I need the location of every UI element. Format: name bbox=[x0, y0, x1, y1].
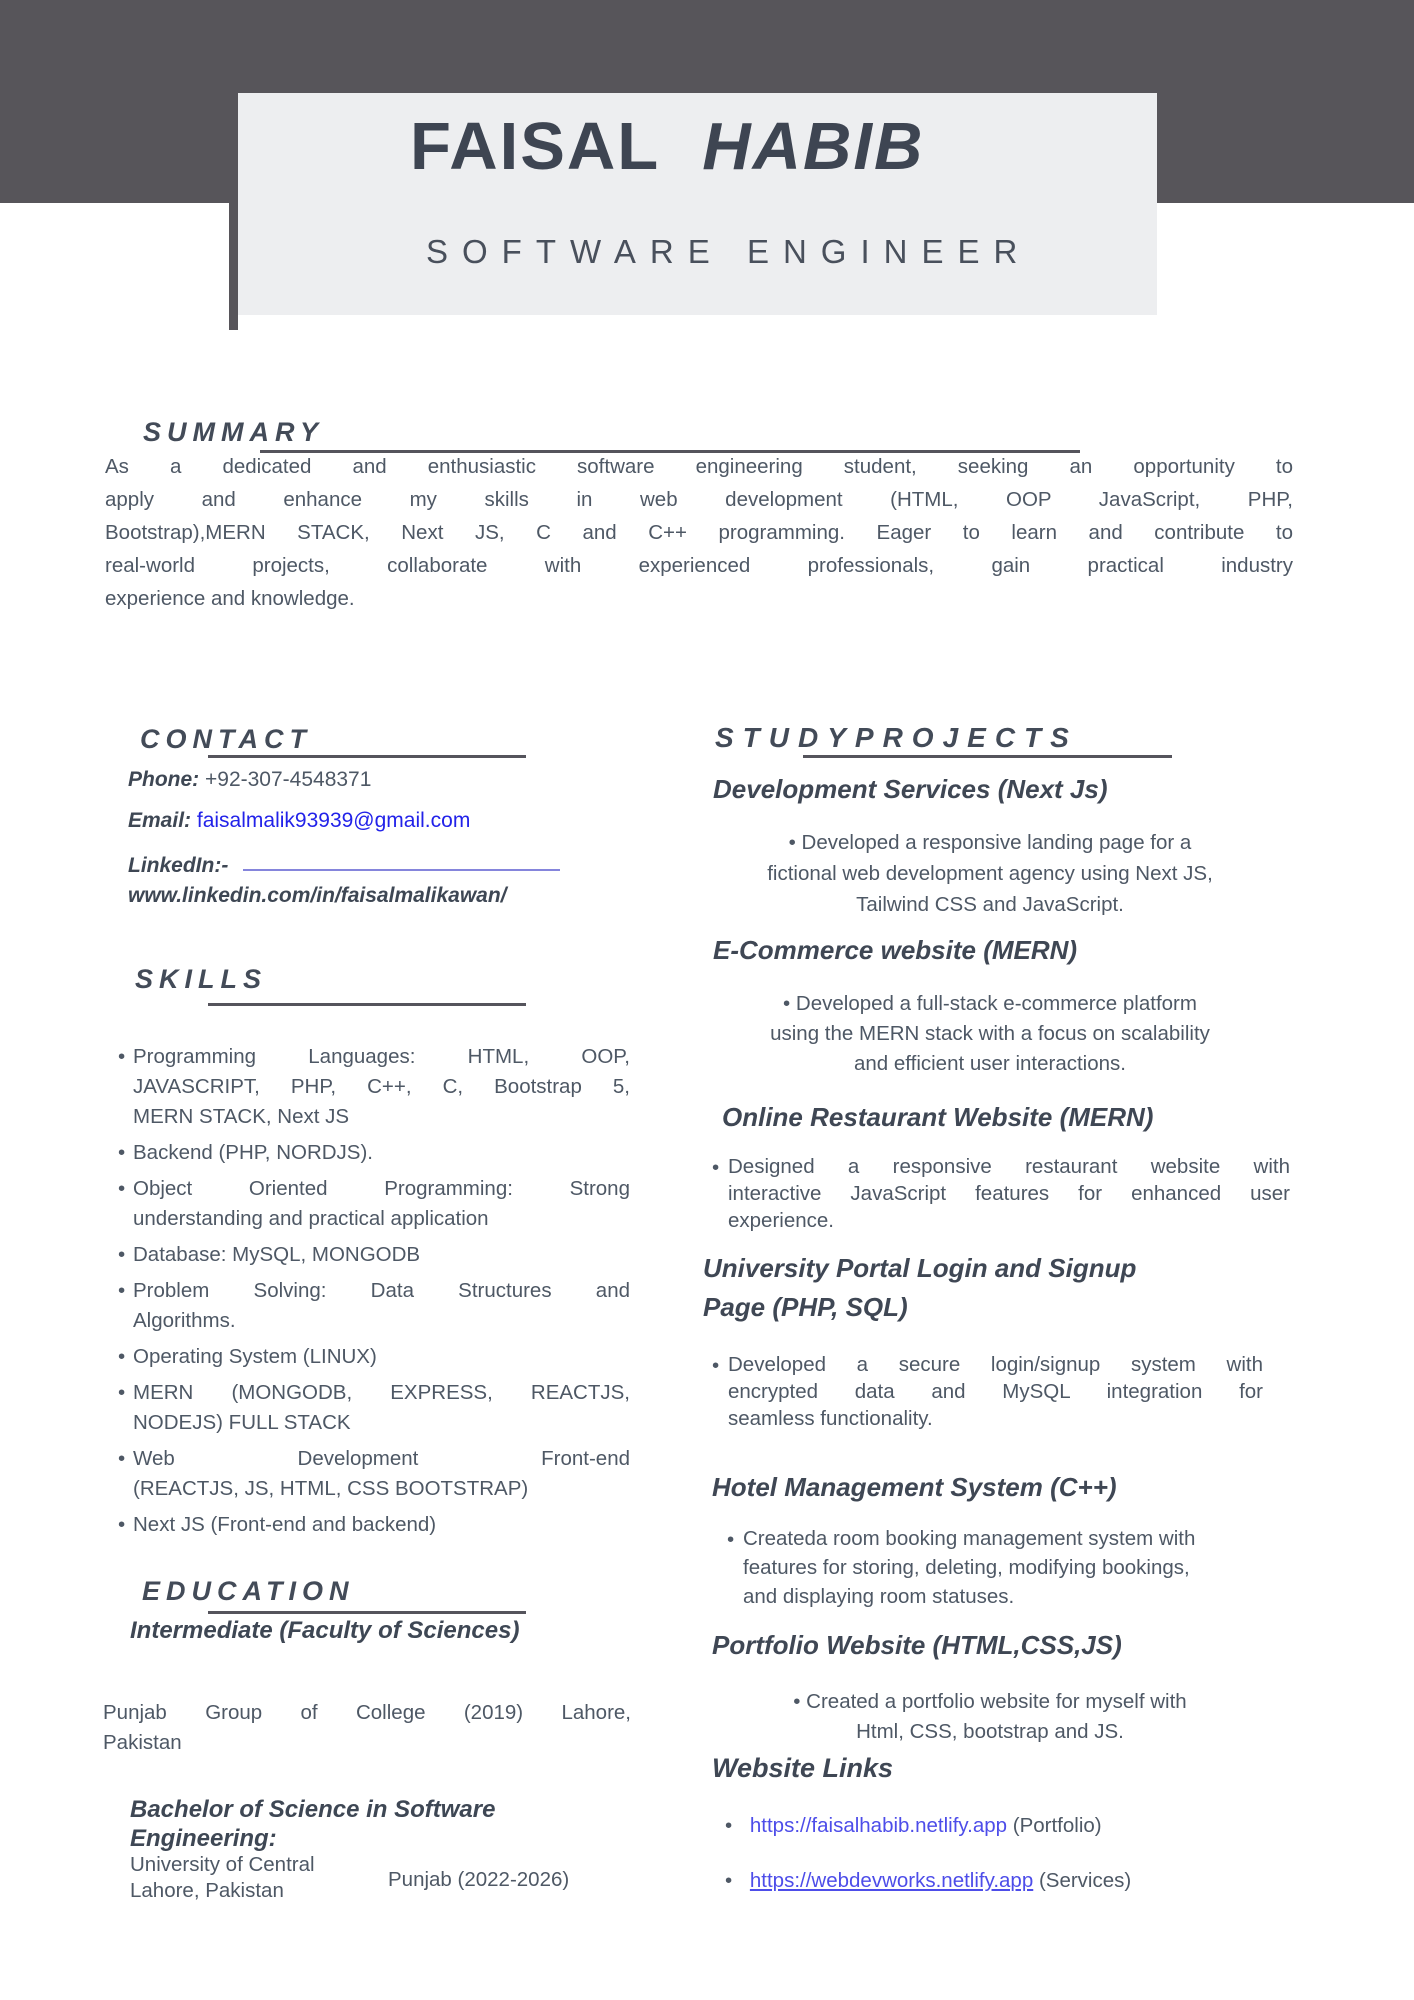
summary-line: As a dedicated and enthusiastic software engineering student, seeking an opportunity to bbox=[105, 455, 1293, 478]
skill-line: • Next JS (Front-end and backend) bbox=[133, 1513, 437, 1536]
header-card bbox=[238, 93, 1157, 315]
intermediate-title: Intermediate (Faculty of Sciences) bbox=[130, 1617, 520, 1644]
phone-value: +92-307-4548371 bbox=[205, 768, 372, 791]
project-line: experience. bbox=[728, 1209, 834, 1232]
skill-line: • Problem Solving: Data Structures and bbox=[133, 1279, 630, 1302]
summary-paragraph bbox=[105, 450, 1293, 615]
intermediate-school-line: Pakistan bbox=[103, 1731, 182, 1754]
email-row bbox=[128, 809, 470, 833]
job-title: SOFTWARE ENGINEER bbox=[426, 233, 1032, 270]
project-description bbox=[745, 1687, 1235, 1747]
project-description bbox=[728, 1153, 1290, 1234]
skills-heading: SKILLS bbox=[135, 964, 268, 994]
skill-line: • MERN (MONGODB, EXPRESS, REACTJS, bbox=[133, 1381, 630, 1404]
summary-line: experience and knowledge. bbox=[105, 587, 355, 610]
skill-item bbox=[133, 1138, 630, 1168]
skill-item bbox=[133, 1240, 630, 1270]
services-link-suffix: (Services) bbox=[1033, 1869, 1132, 1892]
projects-underline bbox=[803, 755, 1172, 758]
project-line: and displaying room statuses. bbox=[743, 1585, 1015, 1608]
skill-line: • Database: MySQL, MONGODB bbox=[133, 1243, 421, 1266]
linkedin-link[interactable]: www.linkedin.com/in/faisalmalikawan/ bbox=[128, 884, 507, 907]
skill-line: MERN STACK, Next JS bbox=[133, 1105, 350, 1128]
summary-line: real-world projects, collaborate with experienced professionals, gain practical industry bbox=[105, 554, 1293, 577]
project-title: Development Services (Next Js) bbox=[713, 774, 1108, 804]
project-line: seamless functionality. bbox=[728, 1407, 933, 1430]
education-heading: EDUCATION bbox=[142, 1576, 355, 1606]
website-link-row bbox=[725, 1869, 1131, 1893]
skill-item bbox=[133, 1342, 630, 1372]
project-description bbox=[710, 989, 1270, 1079]
email-link[interactable]: faisalmalik93939@gmail.com bbox=[196, 809, 471, 832]
bachelor-school: University of Central Lahore, Pakistan bbox=[130, 1853, 315, 1902]
skill-item bbox=[133, 1276, 630, 1336]
skill-line: • Backend (PHP, NORDJS). bbox=[133, 1141, 374, 1164]
project-line: fictional web development agency using Next JS, bbox=[767, 862, 1213, 885]
project-line: and efficient user interactions. bbox=[854, 1052, 1126, 1075]
skill-line: • Operating System (LINUX) bbox=[133, 1345, 377, 1368]
skills-underline bbox=[208, 1003, 526, 1006]
skill-line: JAVASCRIPT, PHP, C++, C, Bootstrap 5, bbox=[133, 1075, 630, 1098]
project-line: features for storing, deleting, modifying bookings, bbox=[743, 1556, 1190, 1579]
last-name: HABIB bbox=[702, 109, 925, 184]
first-name: FAISAL bbox=[410, 109, 661, 184]
projects-heading: STUDYPROJECTS bbox=[715, 722, 1078, 753]
skill-line: • Web Development Front-end bbox=[133, 1447, 630, 1470]
skill-line: understanding and practical application bbox=[133, 1207, 489, 1230]
contact-heading: CONTACT bbox=[140, 724, 312, 754]
project-line: • Createda room booking management system with bbox=[743, 1527, 1196, 1550]
skill-line: NODEJS) FULL STACK bbox=[133, 1411, 351, 1434]
project-title: Online Restaurant Website (MERN) bbox=[722, 1102, 1154, 1132]
bachelor-title: Bachelor of Science in Software Engineering: bbox=[130, 1796, 496, 1852]
project-line: Html, CSS, bootstrap and JS. bbox=[856, 1720, 1124, 1743]
project-title: University Portal Login and Signup Page (PHP, SQL) bbox=[703, 1253, 1137, 1322]
skill-item bbox=[133, 1042, 630, 1132]
phone-row bbox=[128, 768, 371, 792]
education-underline bbox=[208, 1611, 526, 1614]
phone-label: Phone: bbox=[128, 768, 200, 791]
name-row bbox=[410, 107, 924, 205]
project-description bbox=[710, 827, 1270, 920]
project-line: • Developed a responsive landing page for a bbox=[710, 827, 1270, 858]
project-line: encrypted data and MySQL integration for bbox=[728, 1380, 1263, 1403]
linkedin-url-row bbox=[128, 884, 507, 908]
project-description bbox=[743, 1524, 1288, 1611]
services-link[interactable]: https://webdevworks.netlify.app bbox=[749, 1869, 1034, 1892]
project-line: interactive JavaScript features for enhanced user bbox=[728, 1182, 1290, 1205]
intermediate-school-line: Punjab Group of College (2019) Lahore, bbox=[103, 1701, 631, 1724]
skill-line: • Object Oriented Programming: Strong bbox=[133, 1177, 630, 1200]
header-accent-bar bbox=[229, 93, 238, 330]
project-description bbox=[728, 1351, 1263, 1432]
skill-line: • Programming Languages: HTML, OOP, bbox=[133, 1045, 630, 1068]
website-links-heading: Website Links bbox=[712, 1753, 894, 1783]
summary-line: Bootstrap),MERN STACK, Next JS, C and C++ programming. Eager to learn and contribute to bbox=[105, 521, 1293, 544]
project-line: Tailwind CSS and JavaScript. bbox=[856, 893, 1124, 916]
skill-item bbox=[133, 1444, 630, 1504]
project-title: Portfolio Website (HTML,CSS,JS) bbox=[712, 1630, 1122, 1660]
project-title: E-Commerce website (MERN) bbox=[713, 935, 1078, 965]
linkedin-label-row bbox=[128, 854, 228, 878]
portfolio-link[interactable]: https://faisalhabib.netlify.app bbox=[749, 1814, 1008, 1837]
project-line: using the MERN stack with a focus on scalability bbox=[770, 1022, 1210, 1045]
bachelor-dates: Punjab (2022-2026) bbox=[388, 1868, 570, 1891]
skill-item bbox=[133, 1174, 630, 1234]
skills-list bbox=[133, 1042, 630, 1546]
summary-line: apply and enhance my skills in web development (HTML, OOP JavaScript, PHP, bbox=[105, 488, 1293, 511]
project-title: Hotel Management System (C++) bbox=[712, 1472, 1117, 1502]
email-label: Email: bbox=[128, 809, 192, 832]
summary-heading: SUMMARY bbox=[143, 417, 325, 447]
skill-item bbox=[133, 1378, 630, 1438]
skill-line: Algorithms. bbox=[133, 1309, 236, 1332]
project-line: • Created a portfolio website for myself with bbox=[745, 1687, 1235, 1717]
skill-line: (REACTJS, JS, HTML, CSS BOOTSTRAP) bbox=[133, 1477, 529, 1500]
contact-underline bbox=[208, 755, 526, 758]
project-line: • Developed a secure login/signup system with bbox=[728, 1353, 1263, 1376]
project-line: • Designed a responsive restaurant website with bbox=[728, 1155, 1290, 1178]
skill-item bbox=[133, 1510, 630, 1540]
website-link-row bbox=[725, 1814, 1102, 1838]
intermediate-school bbox=[103, 1698, 631, 1758]
portfolio-link-suffix: (Portfolio) bbox=[1007, 1814, 1102, 1837]
linkedin-hairline bbox=[243, 869, 560, 871]
project-line: • Developed a full-stack e-commerce platform bbox=[710, 989, 1270, 1019]
linkedin-label: LinkedIn:- bbox=[128, 854, 229, 877]
